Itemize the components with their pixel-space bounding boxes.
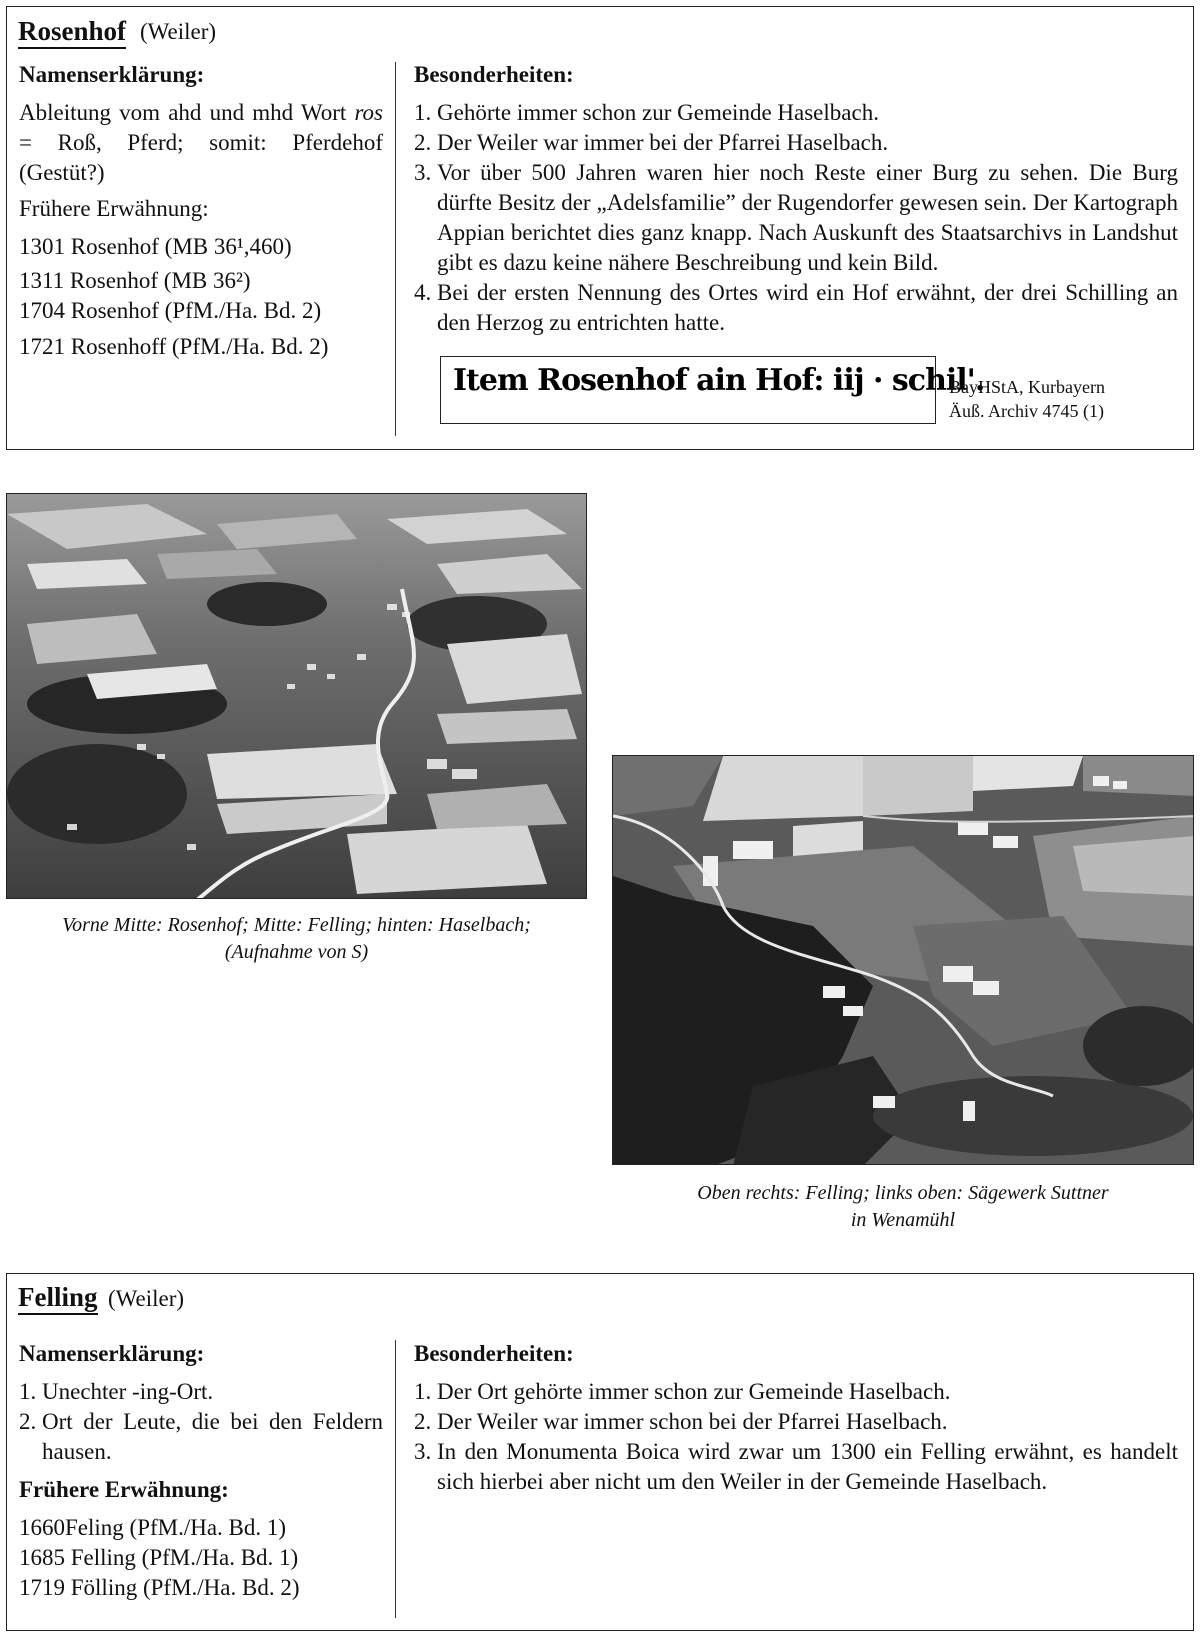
aerial-photo-graphic xyxy=(613,756,1194,1165)
felling-erwaehnung-heading: Frühere Erwähnung: xyxy=(19,1477,229,1502)
aerial-photo-felling-caption xyxy=(612,1180,1194,1234)
list-item-text: Bei der ersten Nennung des Ortes wird ein Hof erwähnt, der drei Schilling an den Herzog zu entrichten hatte. xyxy=(437,280,1178,335)
list-item xyxy=(414,1377,1178,1407)
list-item-number: 1. xyxy=(19,1379,37,1404)
list-item-number: 3. xyxy=(414,1439,432,1464)
felling-mention: 1719 Fölling (PfM./Ha. Bd. 2) xyxy=(19,1575,300,1600)
rosenhof-right-column xyxy=(414,60,1178,338)
manuscript-text: Item Rosenhof ain Hof: iij · schil'. xyxy=(453,363,985,398)
rosenhof-namens-heading: Namenserklärung: xyxy=(19,62,205,87)
felling-namens-list xyxy=(19,1377,383,1467)
felling-left-column xyxy=(19,1339,383,1603)
rosenhof-title: Rosenhof xyxy=(18,18,126,49)
list-item xyxy=(414,98,1178,128)
list-item-number: 2. xyxy=(19,1409,37,1434)
aerial-photo-rosenhof-caption xyxy=(6,912,587,966)
list-item-text: Ort der Leute, die bei den Feldern hausen. xyxy=(42,1409,383,1464)
rosenhof-left-column xyxy=(19,60,383,362)
manuscript-excerpt-image xyxy=(440,356,985,424)
namens-text-part1: Ableitung vom ahd und mhd Wort xyxy=(19,100,347,125)
rosenhof-mention: 1301 Rosenhof (MB 36¹,460) xyxy=(19,234,292,259)
rosenhof-namens-text xyxy=(19,98,383,188)
list-item xyxy=(414,158,1178,278)
rosenhof-besonderheiten-list xyxy=(414,98,1178,338)
caption-line: in Wenamühl xyxy=(850,1209,956,1231)
list-item-text: Der Ort gehörte immer schon zur Gemeinde Haselbach. xyxy=(437,1379,951,1404)
rosenhof-erwaehnung-heading: Frühere Erwähnung: xyxy=(19,196,209,221)
list-item xyxy=(19,1377,383,1407)
felling-namens-heading: Namenserklärung: xyxy=(19,1341,205,1366)
list-item xyxy=(19,1407,383,1467)
list-item xyxy=(414,128,1178,158)
list-item xyxy=(414,1407,1178,1437)
manuscript-source-note xyxy=(949,375,1189,423)
felling-column-divider xyxy=(395,1340,396,1618)
felling-mention: 1685 Felling (PfM./Ha. Bd. 1) xyxy=(19,1545,299,1570)
list-item-number: 1. xyxy=(414,1379,432,1404)
list-item xyxy=(414,278,1178,338)
list-item-text: Der Weiler war immer schon bei der Pfarrei Haselbach. xyxy=(437,1409,948,1434)
aerial-photo-graphic xyxy=(7,494,587,899)
namens-text-part2: = Roß, Pferd; somit: Pferdehof (Gestüt?) xyxy=(19,130,383,185)
felling-title: Felling xyxy=(18,1284,98,1315)
caption-line: Oben rechts: Felling; links oben: Sägewerk Suttner xyxy=(697,1182,1109,1204)
list-item-text: Unechter -ing-Ort. xyxy=(42,1379,214,1404)
list-item-number: 3. xyxy=(414,160,432,185)
list-item-number: 2. xyxy=(414,1409,432,1434)
rosenhof-mention: 1721 Rosenhoff (PfM./Ha. Bd. 2) xyxy=(19,334,329,359)
rosenhof-besonder-heading: Besonderheiten: xyxy=(414,62,574,87)
list-item-text: Gehörte immer schon zur Gemeinde Haselbach. xyxy=(437,100,879,125)
list-item-number: 2. xyxy=(414,130,432,155)
felling-title-suffix: (Weiler) xyxy=(108,1286,185,1311)
namens-word-italic: ros xyxy=(354,100,384,125)
caption-line: (Aufnahme von S) xyxy=(224,941,369,963)
rosenhof-column-divider xyxy=(395,62,396,436)
list-item xyxy=(414,1437,1178,1497)
rosenhof-mention: 1704 Rosenhof (PfM./Ha. Bd. 2) xyxy=(19,298,322,323)
list-item-number: 1. xyxy=(414,100,432,125)
felling-mention: 1660Feling (PfM./Ha. Bd. 1) xyxy=(19,1515,287,1540)
source-line: BayHStA, Kurbayern xyxy=(949,377,1105,397)
list-item-number: 4. xyxy=(414,280,432,305)
felling-besonder-heading: Besonderheiten: xyxy=(414,1341,574,1366)
felling-right-column xyxy=(414,1339,1178,1497)
rosenhof-title-suffix: (Weiler) xyxy=(140,19,217,44)
caption-line: Vorne Mitte: Rosenhof; Mitte: Felling; hinten: Haselbach; xyxy=(62,914,531,936)
list-item-text: Der Weiler war immer bei der Pfarrei Haselbach. xyxy=(437,130,889,155)
source-line: Äuß. Archiv 4745 (1) xyxy=(949,401,1104,421)
felling-besonderheiten-list xyxy=(414,1377,1178,1497)
rosenhof-mention: 1311 Rosenhof (MB 36²) xyxy=(19,268,251,293)
list-item-text: In den Monumenta Boica wird zwar um 1300 ein Felling erwähnt, es handelt sich hierbei aber nicht um den Weiler in der Gemeinde Haselbach. xyxy=(437,1439,1178,1494)
list-item-text: Vor über 500 Jahren waren hier noch Reste einer Burg zu sehen. Die Burg dürfte Besitz der „Adelsfamilie” der Rugendorfer gewesen sein. Der Kartograph Appian berichtet dies ganz knapp. Nach Auskunft des Staatsarchivs in Landshut gibt es dazu keine nähere Beschreibung und kein Bild. xyxy=(437,160,1178,275)
aerial-photo-felling xyxy=(612,755,1194,1165)
aerial-photo-rosenhof xyxy=(6,493,587,899)
